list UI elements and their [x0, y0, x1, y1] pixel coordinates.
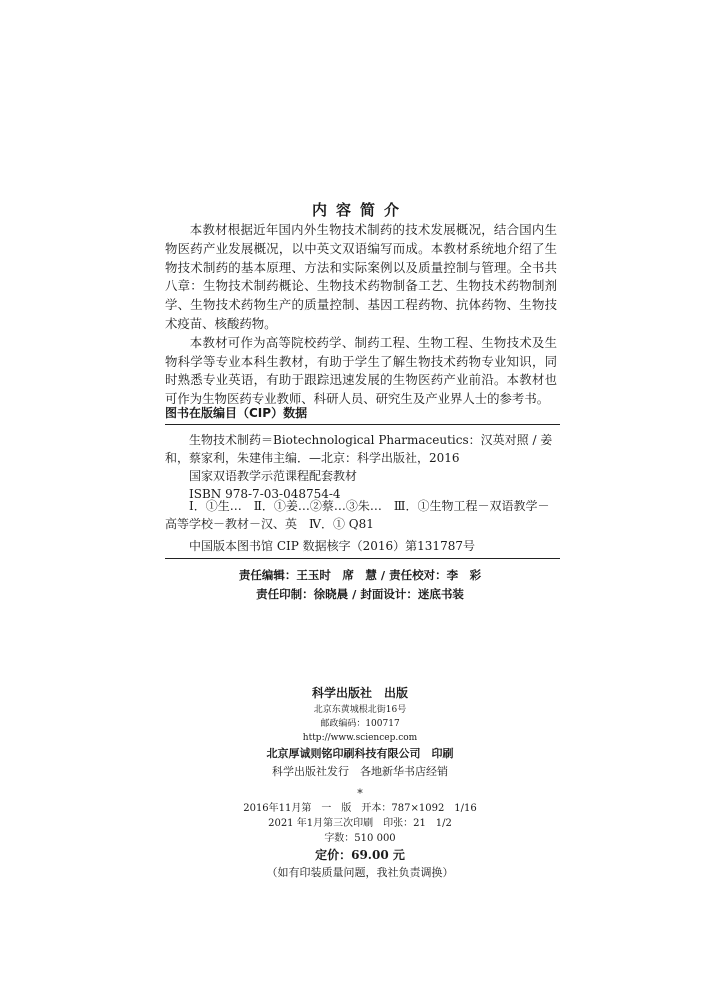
cip-heading: 图书在版编目（CIP）数据	[165, 406, 308, 420]
quality-notice: （如有印装质量问题，我社负责调换）	[266, 866, 454, 879]
separator-star: *	[357, 787, 363, 800]
publisher-postcode: 邮政编码：100717	[320, 719, 400, 729]
cip-classification-block	[165, 497, 557, 533]
printing-info: 2021 年1月第三次印刷 印张：21 1/2	[268, 818, 452, 829]
cip-bottom-rule	[165, 558, 560, 559]
publisher-block	[0, 683, 720, 882]
edition-info: 2016年11月第 一 版 开本：787×1092 1/16	[243, 803, 477, 814]
summary-paragraph-2: 本教材可作为高等院校药学、制药工程、生物工程、生物技术及生物科学等专业本科生教材，有助于学生了解生物技术药物专业知识，同时熟悉专业英语，有助于跟踪迅速发展的生物医药产业前沿。本教材也可作为生物医药专业教师、科研人员、研究生及产业界人士的参考书。	[165, 334, 557, 407]
publisher-address: 北京东黄城根北街16号	[313, 705, 407, 715]
printer: 北京厚诚则铭印刷科技有限公司 印刷	[266, 747, 454, 760]
price: 定价：69.00 元	[315, 848, 405, 862]
cip-series: 国家双语教学示范课程配套教材	[189, 469, 358, 483]
summary-body	[165, 221, 557, 409]
credits-line-1: 责任编辑：王玉时 席 慧 / 责任校对：李 彩	[238, 568, 482, 582]
cip-number-block	[165, 537, 557, 555]
cip-classification: Ⅰ．①生… Ⅱ．①姜…②蔡…③朱… Ⅲ．①生物工程－双语教学－高等学校－教材－汉、英 Ⅳ．① Q81	[165, 499, 550, 531]
publisher-name: 科学出版社 出版	[311, 686, 408, 700]
distribution: 科学出版社发行 各地新华书店经销	[272, 765, 448, 778]
summary-paragraph-1: 本教材根据近年国内外生物技术制药的技术发展概况，结合国内生物医药产业发展概况，以中英文双语编写而成。本教材系统地介绍了生物技术制药的基本原理、方法和实际案例以及质量控制与管理。全书共八章：生物技术制药概论、生物技术药物制备工艺、生物技术药物制剂学、生物技术药物生产的质量控制、基因工程药物、抗体药物、生物技术疫苗、核酸药物。	[165, 222, 557, 331]
cip-top-rule	[165, 424, 560, 425]
cip-number: 中国版本图书馆 CIP 数据核字（2016）第131787号	[189, 539, 475, 553]
cip-isbn: ISBN 978-7-03-048754-4	[189, 487, 341, 501]
cip-entry: 生物技术制药＝Biotechnological Pharmaceutics：汉英对照 / 姜和，蔡家利，朱建伟主编．—北京：科学出版社，2016	[165, 433, 553, 465]
summary-title: 内容简介	[311, 201, 408, 219]
word-count: 字数：510 000	[324, 833, 396, 844]
credits-line-2: 责任印制：徐晓晨 / 封面设计：迷底书装	[256, 587, 464, 601]
publisher-url: http://www.sciencep.com	[302, 733, 418, 743]
cip-record	[165, 431, 557, 503]
credits-block	[0, 566, 720, 604]
